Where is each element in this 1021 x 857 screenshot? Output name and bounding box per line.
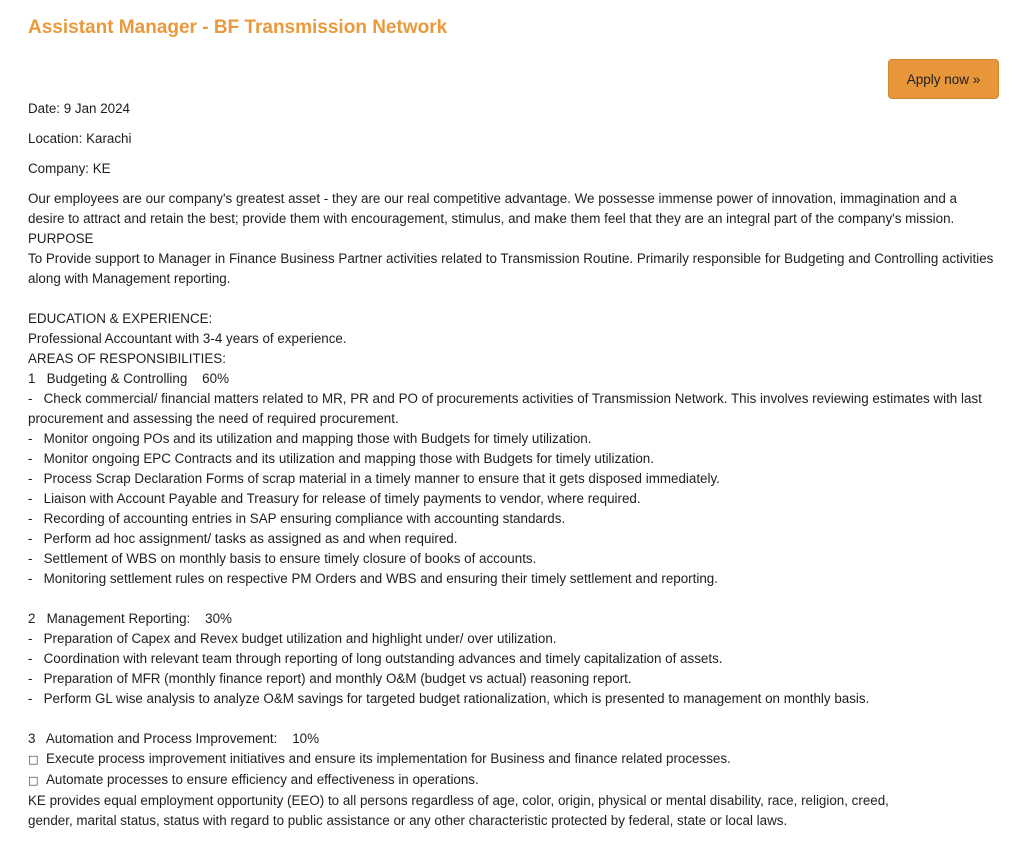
job-date: Date: 9 Jan 2024: [28, 101, 130, 116]
list-item: [28, 770, 996, 791]
intro-paragraph: Our employees are our company's greatest asset - they are our real competitive advantage. We possesse immense power of innovation, immagination and a desire to attract and retain the best; provide them with encouragement, stimulus, and make them feel that they are an integral part of the company's mission.: [28, 191, 961, 226]
spacer: [28, 709, 996, 729]
purpose-text: To Provide support to Manager in Finance Business Partner activities related to Transmission Routine. Primarily responsible for Budgeting and Controlling activities along with Management reporting.: [28, 251, 998, 286]
list-item: - Recording of accounting entries in SAP ensuring compliance with accounting standards.: [28, 511, 566, 526]
section-heading-budgeting: 1 Budgeting & Controlling 60%: [28, 371, 229, 386]
job-meta: [28, 99, 996, 179]
list-item: [28, 749, 996, 770]
job-description: [28, 99, 996, 831]
list-item: - Monitor ongoing EPC Contracts and its utilization and mapping those with Budgets for timely utilization.: [28, 451, 654, 466]
list-item-text: Automate processes to ensure efficiency and effectiveness in operations.: [46, 772, 479, 787]
job-title: Assistant Manager - BF Transmission Network: [28, 17, 448, 38]
job-location: Location: Karachi: [28, 131, 132, 146]
section-heading-reporting: 2 Management Reporting: 30%: [28, 611, 232, 626]
list-item: - Monitor ongoing POs and its utilization and mapping those with Budgets for timely utilization.: [28, 431, 592, 446]
list-item: - Check commercial/ financial matters related to MR, PR and PO of procurements activities of Transmission Network. This involves reviewing estimates with last procurement and assessing the need of required procurement.: [28, 391, 986, 426]
list-item-text: Execute process improvement initiatives and ensure its implementation for Business and finance related processes.: [46, 751, 731, 766]
job-company: Company: KE: [28, 161, 111, 176]
list-item: - Perform GL wise analysis to analyze O&M savings for targeted budget rationalization, which is presented to management on monthly basis.: [28, 691, 870, 706]
missing-glyph-icon: □: [28, 753, 39, 766]
education-heading: EDUCATION & EXPERIENCE:: [28, 311, 213, 326]
list-item: - Perform ad hoc assignment/ tasks as assigned as and when required.: [28, 531, 458, 546]
section-heading-automation: 3 Automation and Process Improvement: 10%: [28, 731, 320, 746]
list-item: - Liaison with Account Payable and Treasury for release of timely payments to vendor, where required.: [28, 491, 641, 506]
spacer: [28, 589, 996, 609]
list-item: - Monitoring settlement rules on respective PM Orders and WBS and ensuring their timely settlement and reporting.: [28, 571, 718, 586]
areas-heading: AREAS OF RESPONSIBILITIES:: [28, 351, 226, 366]
missing-glyph-icon: □: [28, 774, 39, 787]
list-item: - Settlement of WBS on monthly basis to ensure timely closure of books of accounts.: [28, 551, 537, 566]
apply-now-button[interactable]: Apply now »: [888, 59, 999, 99]
purpose-heading: PURPOSE: [28, 231, 94, 246]
list-item: - Preparation of MFR (monthly finance report) and monthly O&M (budget vs actual) reasoning report.: [28, 671, 632, 686]
eeo-statement-line: KE provides equal employment opportunity (EEO) to all persons regardless of age, color, origin, physical or mental disability, race, religion, creed,: [28, 793, 889, 808]
list-item: - Preparation of Capex and Revex budget utilization and highlight under/ over utilization.: [28, 631, 557, 646]
education-text: Professional Accountant with 3-4 years of experience.: [28, 331, 347, 346]
list-item: - Coordination with relevant team through reporting of long outstanding advances and timely capitalization of assets.: [28, 651, 723, 666]
list-item: - Process Scrap Declaration Forms of scrap material in a timely manner to ensure that it gets disposed immediately.: [28, 471, 720, 486]
eeo-statement-line: gender, marital status, status with regard to public assistance or any other characteristic protected by federal, state or local laws.: [28, 813, 788, 828]
spacer: [28, 289, 996, 309]
